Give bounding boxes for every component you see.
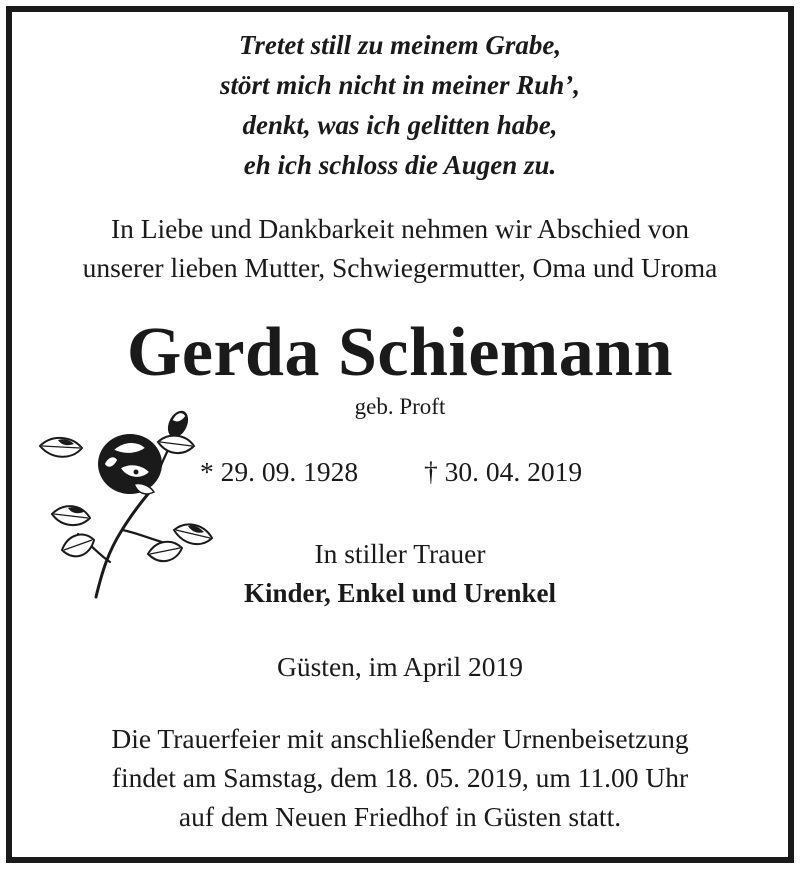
- birth-date: * 29. 09. 1928: [200, 456, 359, 487]
- mourners: Kinder, Enkel und Urenkel: [243, 578, 557, 608]
- poem-line-3: denkt, was ich gelitten habe,: [242, 110, 558, 140]
- poem-line-1: Tretet still zu meinem Grabe,: [238, 30, 562, 60]
- place-date: Güsten, im April 2019: [277, 651, 523, 682]
- poem-line-2: stört mich nicht in meiner Ruh’,: [219, 70, 581, 100]
- funeral-line-3: auf dem Neuen Friedhof in Güsten statt.: [178, 801, 622, 832]
- mourning-label: [0, 538, 800, 570]
- deceased-name: Gerda Schiemann: [126, 314, 674, 391]
- intro-line-1: In Liebe und Dankbarkeit nehmen wir Abschied von: [110, 213, 690, 244]
- intro-line-2: unserer lieben Mutter, Schwiegermutter, Oma und Uroma: [82, 252, 718, 283]
- poem-line-4: eh ich schloss die Augen zu.: [243, 150, 557, 180]
- death-date: † 30. 04. 2019: [424, 456, 583, 487]
- maiden-name: geb. Proft: [354, 394, 446, 419]
- mourning-label-text: In stiller Trauer: [314, 538, 486, 569]
- rose-icon: [38, 402, 218, 607]
- funeral-line-2: findet am Samstag, dem 18. 05. 2019, um 11.00 Uhr: [111, 762, 689, 793]
- funeral-line-1: Die Trauerfeier mit anschließender Urnenbeisetzung: [111, 723, 689, 754]
